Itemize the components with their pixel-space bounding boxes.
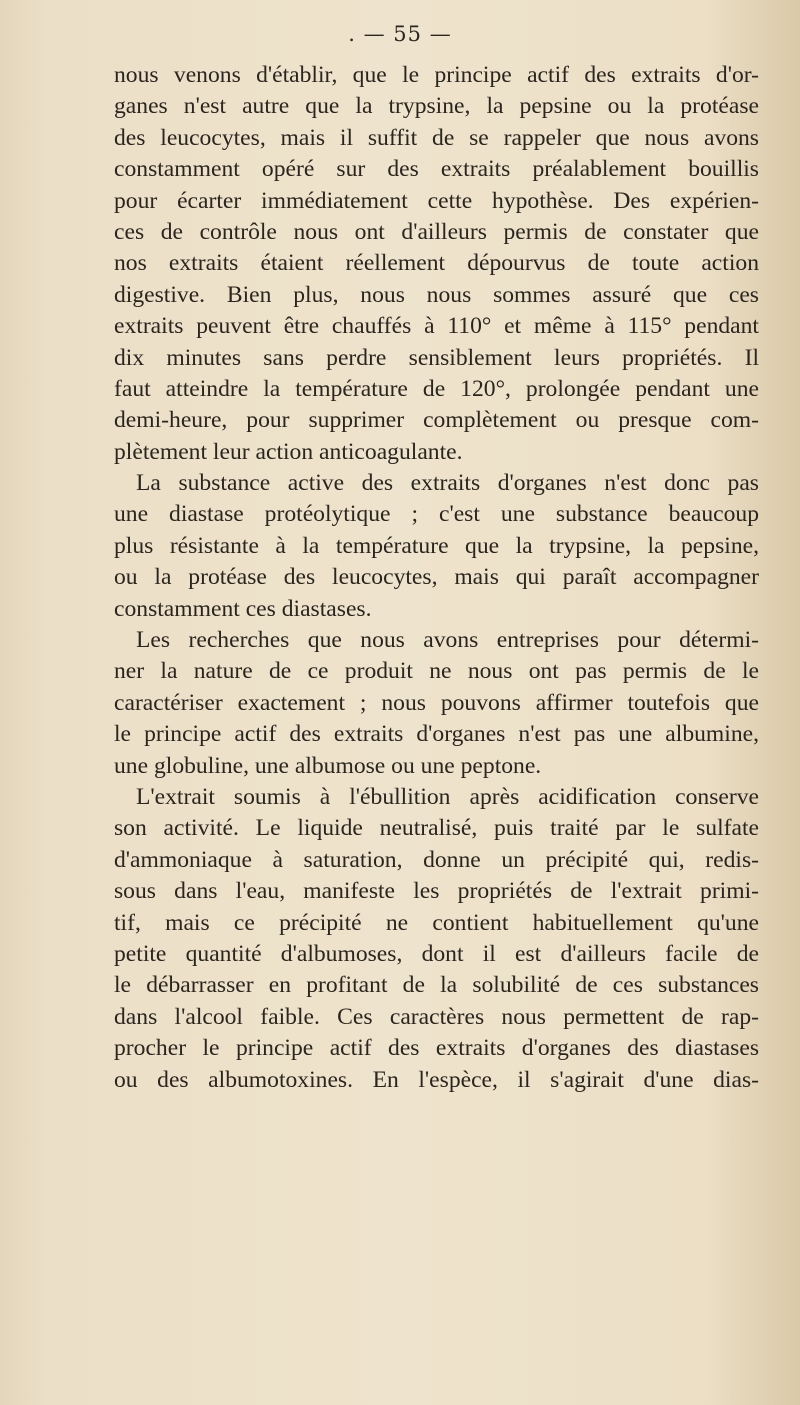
text-line: une globuline, une albumose ou une peptone.: [114, 752, 542, 779]
text-line: faut atteindre la température de 120°, prolongée pendant une: [114, 375, 759, 402]
text-line: caractériser exactement ; nous pouvons affirmer toutefois que: [114, 689, 759, 716]
body-text: [114, 60, 759, 1096]
text-line: pour écarter immédiatement cette hypothèse. Des expérien-: [114, 187, 759, 214]
text-line: extraits peuvent être chauffés à 110° et même à 115° pendant: [114, 313, 759, 340]
text-line: ner la nature de ce produit ne nous ont pas permis de le: [114, 658, 759, 685]
text-line: constamment ces diastases.: [114, 595, 372, 622]
text-line: une diastase protéolytique ; c'est une substance beaucoup: [114, 501, 759, 528]
text-line: ou la protéase des leucocytes, mais qui paraît accompagner: [114, 564, 759, 591]
text-line: nous venons d'établir, que le principe actif des extraits d'or-: [114, 62, 759, 88]
text-line: ou des albumotoxines. En l'espèce, il s'agirait d'une dias-: [114, 1066, 759, 1093]
text-line: petite quantité d'albumoses, dont il est d'ailleurs facile de: [114, 940, 759, 967]
text-line: des leucocytes, mais il suffit de se rappeler que nous avons: [114, 124, 759, 151]
text-line: sous dans l'eau, manifeste les propriétés de l'extrait primi-: [114, 878, 759, 905]
text-line: le débarrasser en profitant de la solubilité de ces substances: [114, 972, 759, 999]
paragraph-1: [114, 60, 759, 468]
paragraph-4: [114, 782, 759, 1096]
text-line: nos extraits étaient réellement dépourvus de toute action: [114, 250, 759, 277]
text-line: La substance active des extraits d'organes n'est donc pas: [136, 470, 759, 497]
text-line: tif, mais ce précipité ne contient habituellement qu'une: [114, 909, 759, 936]
text-line: dans l'alcool faible. Ces caractères nous permettent de rap-: [114, 1003, 759, 1030]
text-line: le principe actif des extraits d'organes n'est pas une albumine,: [114, 721, 759, 748]
text-line: ces de contrôle nous ont d'ailleurs permis de constater que: [114, 218, 759, 245]
paragraph-3: [114, 625, 759, 782]
text-line: demi-heure, pour supprimer complètement ou presque com-: [114, 407, 759, 434]
text-line: d'ammoniaque à saturation, donne un précipité qui, redis-: [114, 846, 759, 873]
text-line: constamment opéré sur des extraits préalablement bouillis: [114, 156, 759, 183]
page-number: . — 55 —: [348, 22, 452, 46]
text-line: dix minutes sans perdre sensiblement leurs propriétés. Il: [114, 344, 759, 371]
text-line: Les recherches que nous avons entreprises pour détermi-: [136, 627, 759, 654]
text-line: digestive. Bien plus, nous nous sommes assuré que ces: [114, 281, 759, 308]
paragraph-2: [114, 468, 759, 625]
text-line: son activité. Le liquide neutralisé, puis traité par le sulfate: [114, 815, 759, 842]
text-line: ganes n'est autre que la trypsine, la pepsine ou la protéase: [114, 93, 759, 120]
text-line: L'extrait soumis à l'ébullition après acidification conserve: [136, 783, 759, 810]
text-line: plus résistante à la température que la trypsine, la pepsine,: [114, 532, 759, 559]
text-line: plètement leur action anticoagulante.: [114, 438, 463, 465]
text-line: procher le principe actif des extraits d'organes des diastases: [114, 1035, 759, 1062]
